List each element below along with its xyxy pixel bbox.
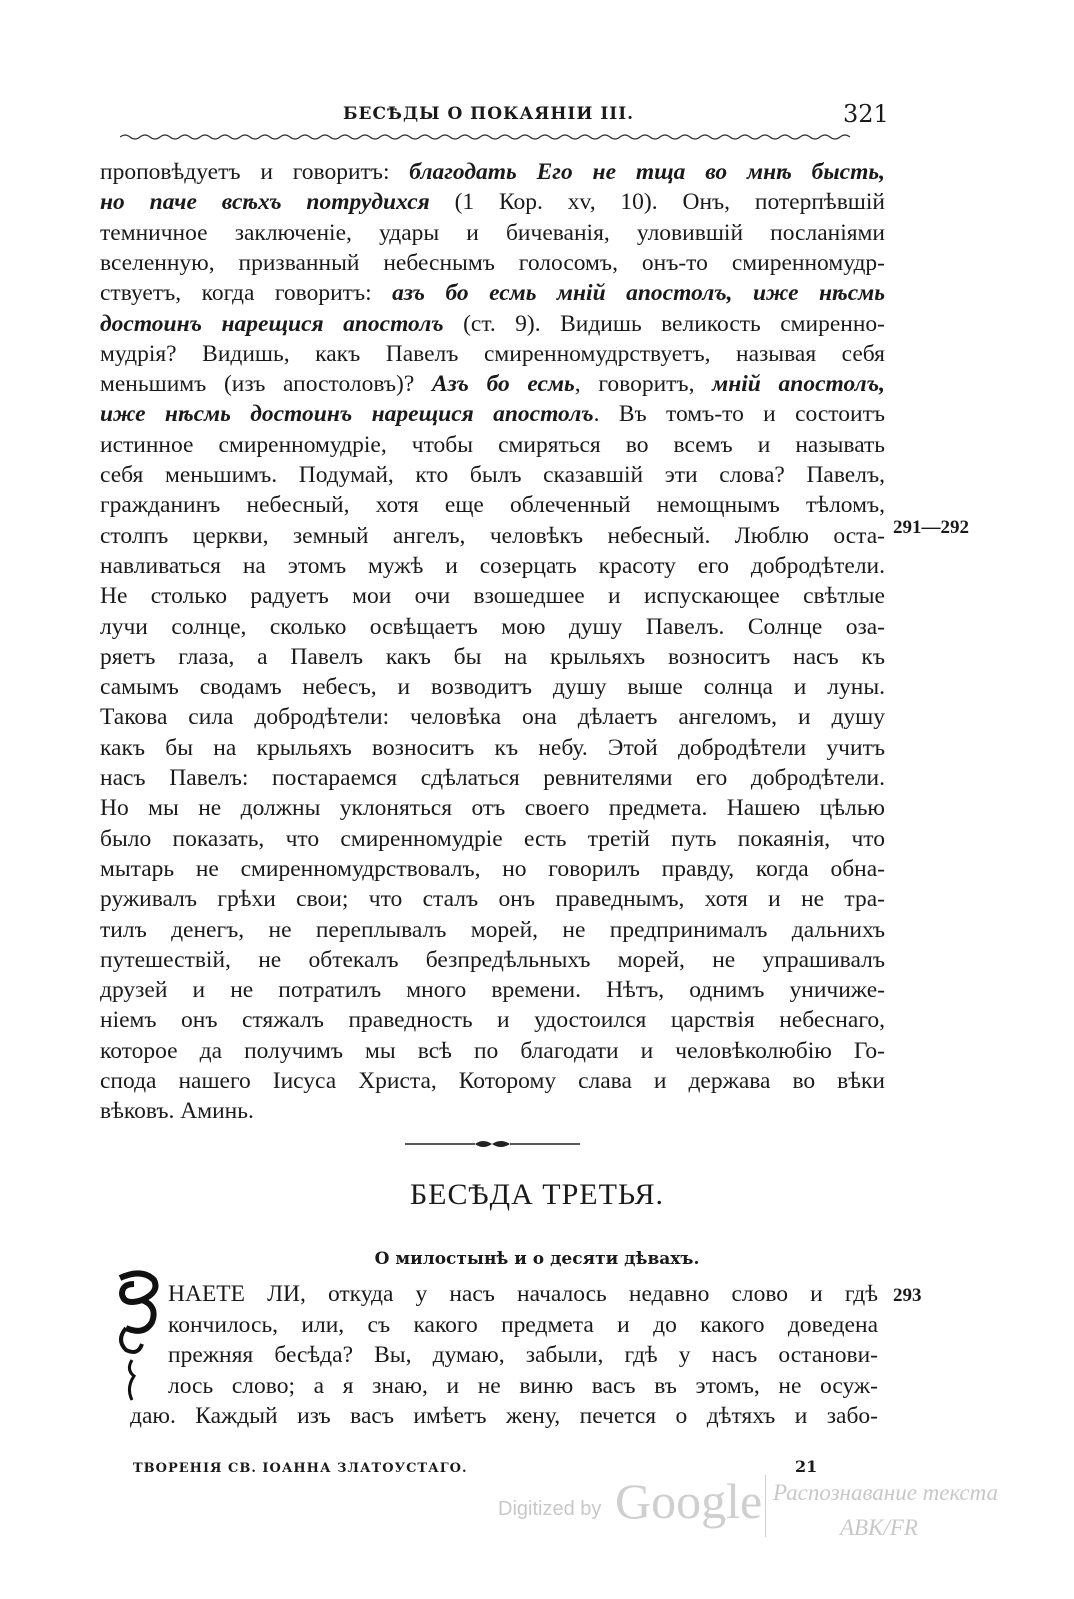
printer-signature: ТВОРЕНІЯ СВ. ІОАННА ЗЛАТОУСТАГО. xyxy=(133,1461,468,1476)
page-number: 321 xyxy=(843,100,889,128)
text-line: тилъ денегъ, не переплывалъ морей, не предпринималъ дальнихъ xyxy=(100,916,885,943)
text-line: самымъ сводамъ небесъ, и возводитъ душу выше солнца и луны. xyxy=(100,674,885,701)
text-line: которое да получимъ мы всѣ по благодати и человѣколюбію Го- xyxy=(100,1037,885,1064)
text-line: Но мы не должны уклоняться отъ своего предмета. Нашею цѣлью xyxy=(100,795,885,822)
text-line: насъ Павелъ: постараемся сдѣлаться ревнителями его добродѣтели. xyxy=(100,765,885,791)
text-line: мытарь не смиренномудрствовалъ, но говорилъ правду, когда обна- xyxy=(100,855,885,882)
chapter-title: БЕСѢДА ТРЕТЬЯ. xyxy=(409,1178,665,1211)
text-line: лучи солнце, сколько освѣщаетъ мою душу Павелъ. Солнце оза- xyxy=(100,613,885,640)
chapter-subtitle: О милостынѣ и о десяти дѣвахъ. xyxy=(374,1249,700,1269)
text-line: достоинъ нарещися апостолъ (ст. 9). Видишь великость смиренно- xyxy=(100,310,885,337)
margin-note: 293 xyxy=(893,1285,922,1306)
text-line: проповѣдуетъ и говоритъ: благодать Его не тща во мнѣ бысть, xyxy=(100,159,885,185)
text-line: Не столько радуетъ мои очи взошедшее и испускающее свѣтлые xyxy=(100,583,885,610)
google-logo: Google xyxy=(615,1473,763,1529)
header-wavy-rule xyxy=(120,133,890,141)
text-line: было показать, что смиренномудріе есть третій путь покаянія, что xyxy=(100,825,885,852)
text-line: Такова сила добродѣтели: человѣка она дѣлаетъ ангеломъ, и душу xyxy=(100,704,885,731)
text-line: истинное смиренномудріе, чтобы смиряться во всемъ и называть xyxy=(100,431,885,458)
chapter-text-line: НАЕТЕ ЛИ, откуда у насъ началось недавно слово и гдѣ xyxy=(168,1281,878,1307)
watermark-divider xyxy=(765,1475,766,1537)
section-ornament xyxy=(405,1137,580,1151)
text-line: гражданинъ небесный, хотя еще облеченный немощнымъ тѣломъ, xyxy=(100,492,885,519)
running-head: БЕСѢДЫ О ПОКАЯНІИ III. xyxy=(343,104,635,124)
text-line: иже нѣсмь достоинъ нарещися апостолъ. Въ томъ-то и состоитъ xyxy=(100,401,885,428)
sheet-number: 21 xyxy=(795,1457,818,1476)
text-line: но паче всѣхъ потрудихся (1 Кор. xv, 10). Онъ, потерпѣвшій xyxy=(100,189,885,216)
text-line: навливаться на этомъ мужѣ и созерцать красоту его добродѣтели. xyxy=(100,552,885,579)
text-line: друзей и не потратилъ много времени. Нѣтъ, однимъ уничиже- xyxy=(100,977,885,1004)
text-line: вселенную, призванный небеснымъ голосомъ, онъ-то смиренномудр- xyxy=(100,249,885,276)
text-line: меньшимъ (изъ апостоловъ)? Азъ бо есмь, говоритъ, мній апостолъ, xyxy=(100,371,885,398)
ocr-credit: Распознавание текста xyxy=(773,1480,998,1505)
chapter-text-line: кончилось, или, съ какого предмета и до какого доведена xyxy=(168,1311,878,1338)
text-line: темничное заключеніе, удары и бичеванія, уловившій посланіями xyxy=(100,219,885,246)
text-line: ряетъ глаза, а Павелъ какъ бы на крыльяхъ возноситъ насъ къ xyxy=(100,643,885,670)
text-line: ніемъ онъ стяжалъ праведность и удостоился царствія небеснаго, xyxy=(100,1007,885,1034)
text-line: вѣковъ. Аминь. xyxy=(100,1098,254,1125)
digitized-by-label: Digitized by xyxy=(498,1498,602,1520)
text-line: путешествій, не обтекалъ безпредѣльныхъ морей, не упрашивалъ xyxy=(100,946,885,973)
text-line: какъ бы на крыльяхъ возноситъ къ небу. Этой добродѣтели учитъ xyxy=(100,734,885,761)
text-line: ствуетъ, когда говоритъ: азъ бо есмь мній апостолъ, иже нѣсмь xyxy=(100,280,885,307)
margin-note: 291—292 xyxy=(893,517,969,538)
text-line: себя меньшимъ. Подумай, кто былъ сказавшій эти слова? Павелъ, xyxy=(100,462,885,488)
text-line: руживалъ грѣхи свои; что сталъ онъ праведнымъ, хотя и не тра- xyxy=(100,886,885,913)
dropcap-ornament-icon xyxy=(112,1270,162,1410)
ocr-credit-signature: ABK/FR xyxy=(840,1515,918,1540)
text-line: спода нашего Іисуса Христа, Которому слава и держава во вѣки xyxy=(100,1068,885,1094)
chapter-text-line: даю. Каждый изъ васъ имѣетъ жену, печется о дѣтяхъ и забо- xyxy=(130,1403,878,1429)
text-line: столпъ церкви, земный ангелъ, человѣкъ небесный. Люблю оста- xyxy=(100,522,885,549)
text-line: мудрія? Видишь, какъ Павелъ смиренномудрствуетъ, называя себя xyxy=(100,340,885,367)
chapter-text-line: лось слово; а я знаю, и не виню васъ въ этомъ, не осуж- xyxy=(168,1372,878,1399)
chapter-text-line: прежняя бесѣда? Вы, думаю, забыли, гдѣ у насъ останови- xyxy=(168,1342,878,1368)
